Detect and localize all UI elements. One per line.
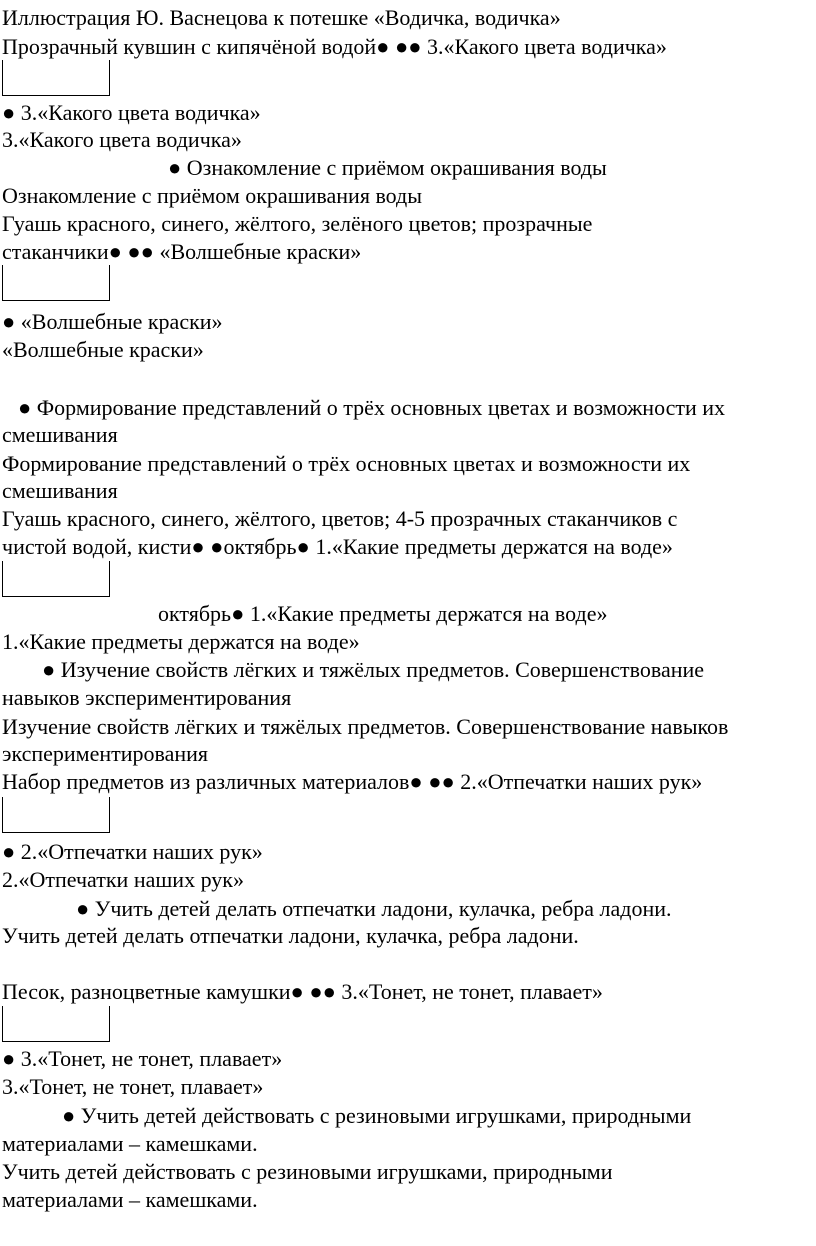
text-line: 3.«Какого цвета водичка» — [2, 127, 242, 152]
text-line: ● Изучение свойств лёгких и тяжёлых предметов. Совершенствование — [42, 657, 705, 682]
text-line: материалами – камешками. — [2, 1187, 258, 1212]
text-line: материалами – камешками. — [2, 1131, 258, 1156]
text-line: ● Ознакомление с приёмом окрашивания воды — [168, 155, 607, 180]
text-line: чистой водой, кисти● ●октябрь● 1.«Какие предметы держатся на воде» — [2, 534, 673, 559]
text-line: Ознакомление с приёмом окрашивания воды — [2, 183, 423, 208]
text-line: ● Учить детей действовать с резиновыми игрушками, природными — [62, 1103, 692, 1128]
text-line: Гуашь красного, синего, жёлтого, зелёного цветов; прозрачные — [2, 211, 593, 236]
text-line: экспериментирования — [2, 741, 209, 766]
empty-box — [2, 265, 110, 301]
text-line: 2.«Отпечатки наших рук» — [2, 867, 244, 892]
empty-box — [2, 561, 110, 597]
text-line: смешивания — [2, 422, 118, 447]
text-line: ● 3.«Какого цвета водичка» — [2, 100, 261, 125]
text-line: Формирование представлений о трёх основных цветах и возможности их — [2, 451, 691, 476]
text-line: 1.«Какие предметы держатся на воде» — [2, 629, 360, 654]
text-line: Гуашь красного, синего, жёлтого, цветов; 4-5 прозрачных стаканчиков с — [2, 506, 678, 531]
text-line: Учить детей делать отпечатки ладони, кулачка, ребра ладони. — [2, 923, 579, 948]
text-line: ● Учить детей делать отпечатки ладони, кулачка, ребра ладони. — [76, 896, 672, 921]
text-line: Иллюстрация Ю. Васнецова к потешке «Водичка, водичка» — [2, 5, 561, 30]
text-line: Набор предметов из различных материалов● ●● 2.«Отпечатки наших рук» — [2, 769, 703, 794]
text-line: ● «Волшебные краски» — [2, 309, 223, 334]
text-line: Прозрачный кувшин с кипячёной водой● ●● 3.«Какого цвета водичка» — [2, 34, 667, 59]
text-line: ● Формирование представлений о трёх основных цветах и возможности их — [18, 395, 726, 420]
text-line: смешивания — [2, 478, 118, 503]
text-line: 3.«Тонет, не тонет, плавает» — [2, 1074, 264, 1099]
text-line: ● 2.«Отпечатки наших рук» — [2, 839, 263, 864]
text-line: Песок, разноцветные камушки● ●● 3.«Тонет, не тонет, плавает» — [2, 979, 603, 1004]
text-line: навыков экспериментирования — [2, 685, 292, 710]
text-line: «Волшебные краски» — [2, 337, 204, 362]
empty-box — [2, 1006, 110, 1042]
empty-box — [2, 60, 110, 96]
text-line: стаканчики● ●● «Волшебные краски» — [2, 239, 362, 264]
text-line: ● 3.«Тонет, не тонет, плавает» — [2, 1046, 283, 1071]
text-line: октябрь● 1.«Какие предметы держатся на воде» — [158, 601, 608, 626]
text-line: Учить детей действовать с резиновыми игрушками, природными — [2, 1159, 613, 1184]
text-line: Изучение свойств лёгких и тяжёлых предметов. Совершенствование навыков — [2, 714, 729, 739]
empty-box — [2, 797, 110, 833]
